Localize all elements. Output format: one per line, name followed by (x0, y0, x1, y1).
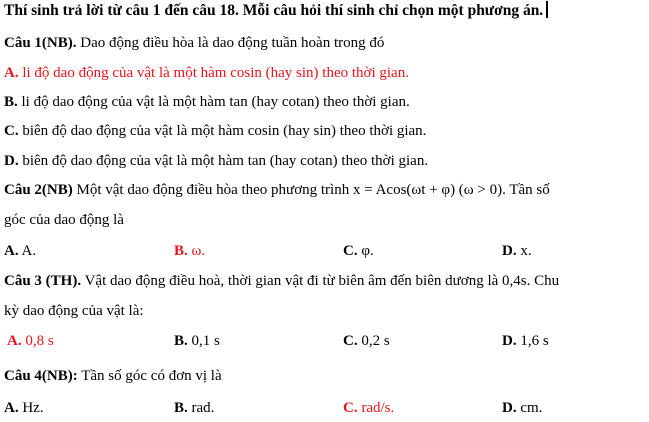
question-label: Câu 1(NB). (4, 35, 77, 51)
option-letter: A. (4, 400, 19, 416)
option-c (343, 241, 374, 261)
question-4-stem (4, 366, 222, 386)
option-text: ω. (187, 243, 206, 259)
option-b (174, 331, 220, 351)
option-text: Hz. (18, 400, 44, 416)
option-text: x. (516, 243, 532, 259)
option-text: φ. (357, 243, 374, 259)
question-3-stem-line-1 (4, 271, 559, 291)
question-2-stem-line-2 (4, 210, 124, 230)
option-c (343, 331, 390, 351)
option-letter: A. (7, 333, 22, 349)
option-letter: D. (502, 333, 517, 349)
option-letter: B. (174, 400, 188, 416)
instruction-text: Thí sinh trả lời từ câu 1 đến câu 18. Mỗi câu hỏi thí sinh chỉ chọn một phương án. (4, 2, 544, 19)
question-1-option-c (4, 121, 426, 141)
question-1-stem (4, 33, 384, 53)
option-letter: D. (502, 400, 517, 416)
option-text: 0,1 s (187, 333, 220, 349)
option-text: li độ dao động của vật là một hàm tan (hay cotan) theo thời gian. (17, 94, 410, 110)
question-label: Câu 4(NB): (4, 368, 78, 384)
option-a (4, 241, 36, 261)
question-label: Câu 3 (TH). (4, 273, 82, 289)
option-d (502, 241, 532, 261)
option-letter: D. (502, 243, 517, 259)
option-letter: B. (174, 333, 188, 349)
option-a (4, 398, 44, 418)
question-stem-continued: kỳ dao động của vật là: (4, 303, 144, 319)
option-letter: B. (4, 94, 18, 110)
question-stem: Vật dao động điều hoà, thời gian vật đi từ biên âm đến biên dương là 0,4s. Chu (81, 273, 560, 289)
option-letter: A. (4, 65, 19, 81)
option-letter: C. (343, 400, 358, 416)
question-2-stem-line-1 (4, 180, 550, 200)
option-letter: C. (343, 333, 358, 349)
question-stem-continued: góc của dao động là (4, 212, 124, 228)
option-letter: C. (4, 123, 19, 139)
option-text: 0,2 s (357, 333, 390, 349)
question-3-options (4, 331, 649, 351)
option-b (174, 398, 214, 418)
text-cursor (546, 1, 548, 18)
question-stem: Dao động điều hòa là dao động tuần hoàn trong đó (76, 35, 385, 51)
option-text: biên độ dao động của vật là một hàm cosin (hay sin) theo thời gian. (18, 123, 427, 139)
question-stem: Tần số góc có đơn vị là (77, 368, 222, 384)
option-text: 1,6 s (516, 333, 549, 349)
option-letter: A. (4, 243, 19, 259)
option-text: li độ dao động của vật là một hàm cosin (hay sin) theo thời gian. (18, 65, 409, 81)
option-text: 0,8 s (21, 333, 54, 349)
option-c (343, 398, 394, 418)
question-1-option-a (4, 63, 409, 83)
question-2-options (4, 241, 649, 261)
option-d (502, 331, 549, 351)
option-text: A. (18, 243, 37, 259)
question-3-stem-line-2 (4, 301, 144, 321)
instruction-line (4, 1, 548, 21)
option-b (174, 241, 205, 261)
option-text: cm. (516, 400, 543, 416)
question-4-options (4, 398, 649, 418)
option-text: rad/s. (357, 400, 395, 416)
question-1-option-b (4, 92, 410, 112)
question-label: Câu 2(NB) (4, 182, 73, 198)
option-letter: D. (4, 153, 19, 169)
option-d (502, 398, 542, 418)
option-text: rad. (187, 400, 215, 416)
option-a (7, 331, 54, 351)
question-stem: Một vật dao động điều hòa theo phương trình x = Acos(ωt + φ) (ω > 0). Tần số (72, 182, 550, 198)
option-letter: C. (343, 243, 358, 259)
option-text: biên độ dao động của vật là một hàm tan (hay cotan) theo thời gian. (18, 153, 429, 169)
option-letter: B. (174, 243, 188, 259)
question-1-option-d (4, 151, 428, 171)
